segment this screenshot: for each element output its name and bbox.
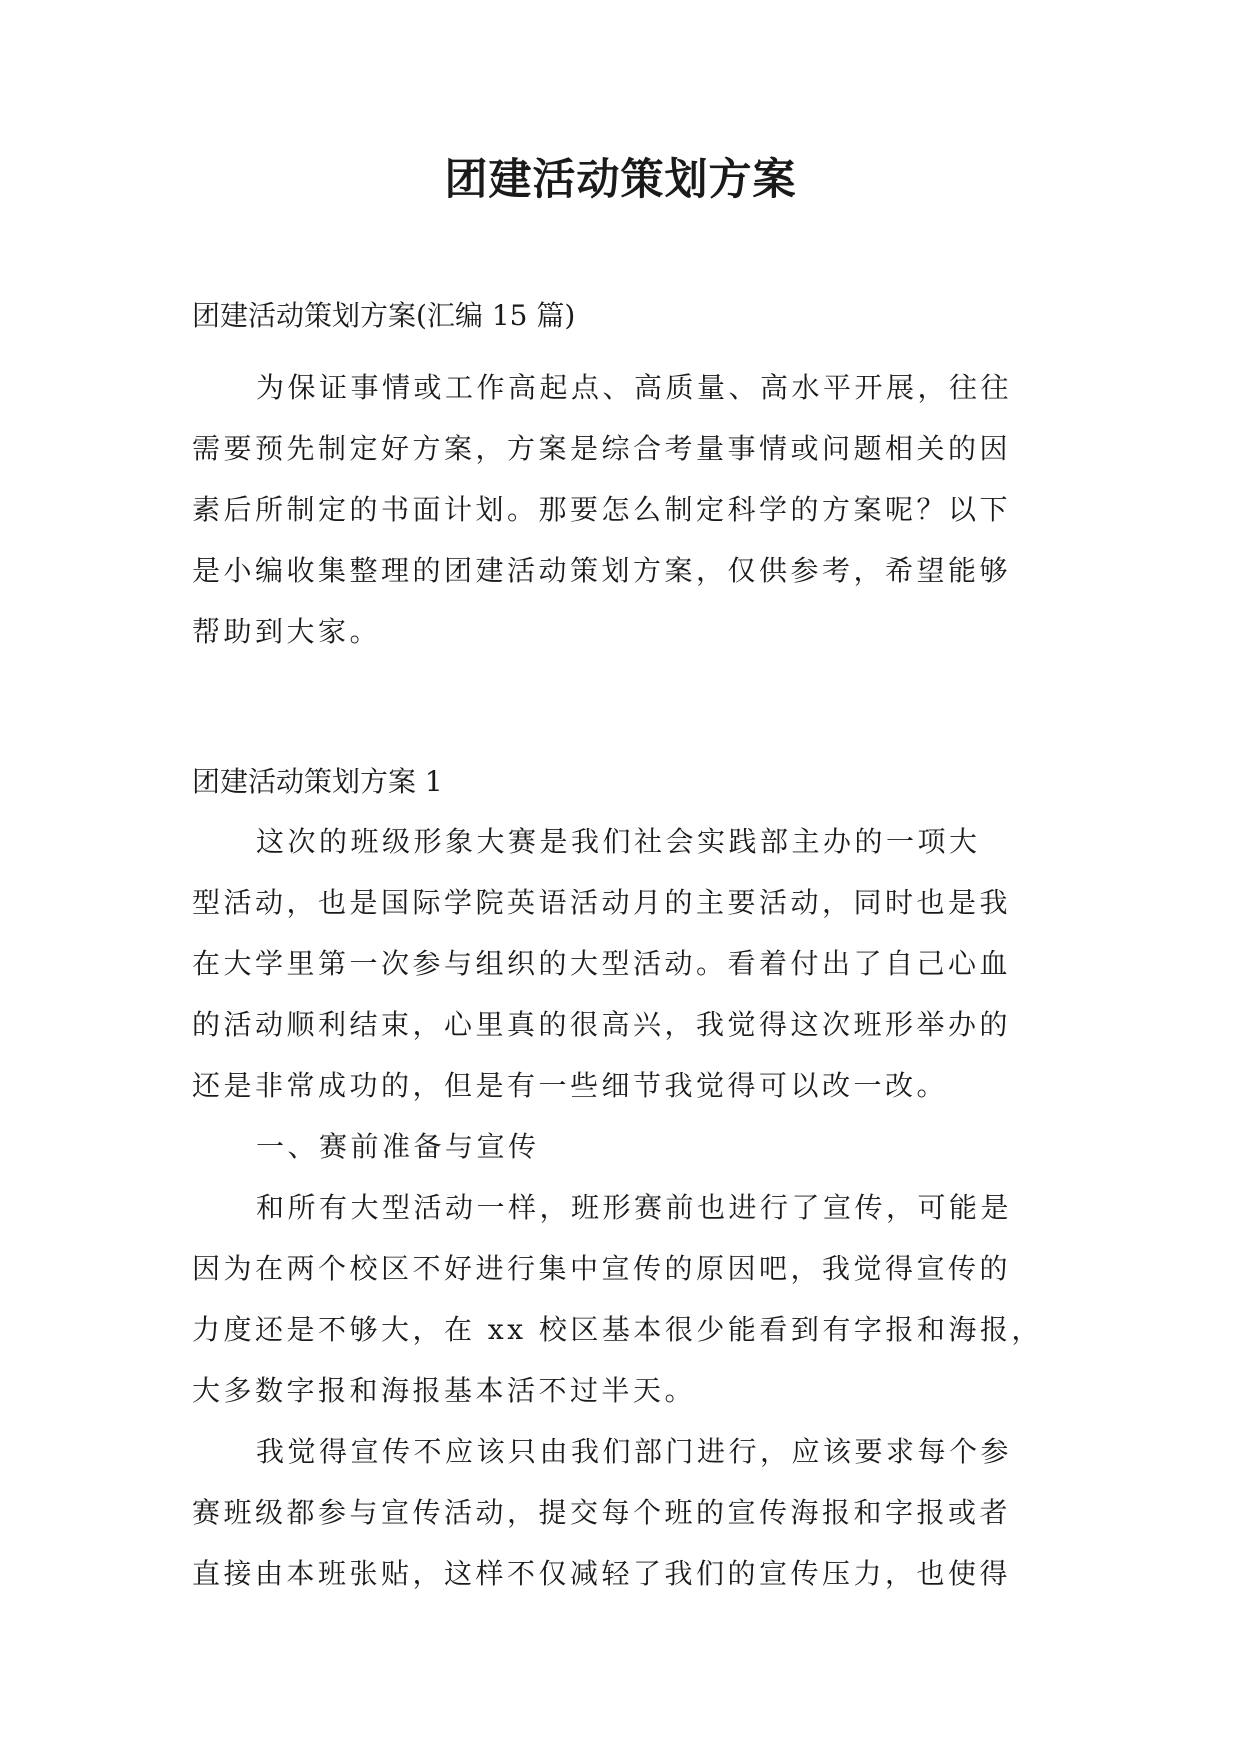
text-line: 是小编收集整理的团建活动策划方案，仅供参考，希望能够 <box>192 554 1012 587</box>
text-line: 这次的班级形象大赛是我们社会实践部主办的一项大 <box>256 825 981 858</box>
text-line: 赛班级都参与宣传活动，提交每个班的宣传海报和字报或者 <box>192 1496 1012 1529</box>
text-line: 和所有大型活动一样，班形赛前也进行了宣传，可能是 <box>256 1191 1013 1224</box>
document-title: 团建活动策划方案 <box>444 155 797 205</box>
text-line: 直接由本班张贴，这样不仅减轻了我们的宣传压力，也使得 <box>192 1557 1012 1590</box>
text-line: 在大学里第一次参与组织的大型活动。看着付出了自己心血 <box>192 947 1012 980</box>
text-line: 我觉得宣传不应该只由我们部门进行，应该要求每个参 <box>256 1435 1013 1468</box>
intro-paragraph <box>192 357 1052 662</box>
text-line: 需要预先制定好方案，方案是综合考量事情或问题相关的因 <box>192 432 1012 465</box>
text-line: 还是非常成功的，但是有一些细节我觉得可以改一改。 <box>192 1069 949 1102</box>
text-line: 为保证事情或工作高起点、高质量、高水平开展，往往 <box>256 371 1013 404</box>
text-line: 型活动，也是国际学院英语活动月的主要活动，同时也是我 <box>192 886 1012 919</box>
text-line: 的活动顺利结束，心里真的很高兴，我觉得这次班形举办的 <box>192 1008 1012 1041</box>
section-body <box>192 811 1052 1604</box>
text-line: 帮助到大家。 <box>192 615 382 648</box>
text-line: 大多数字报和海报基本活不过半天。 <box>192 1374 697 1407</box>
document-subtitle: 团建活动策划方案(汇编 15 篇) <box>192 299 576 332</box>
subsection-heading: 一、赛前准备与宣传 <box>256 1130 540 1163</box>
text-line: 力度还是不够大，在 xx 校区基本很少能看到有字报和海报， <box>192 1313 1043 1346</box>
text-line: 素后所制定的书面计划。那要怎么制定科学的方案呢？以下 <box>192 493 1012 526</box>
text-line: 因为在两个校区不好进行集中宣传的原因吧，我觉得宣传的 <box>192 1252 1012 1285</box>
section-heading: 团建活动策划方案 1 <box>192 765 443 798</box>
